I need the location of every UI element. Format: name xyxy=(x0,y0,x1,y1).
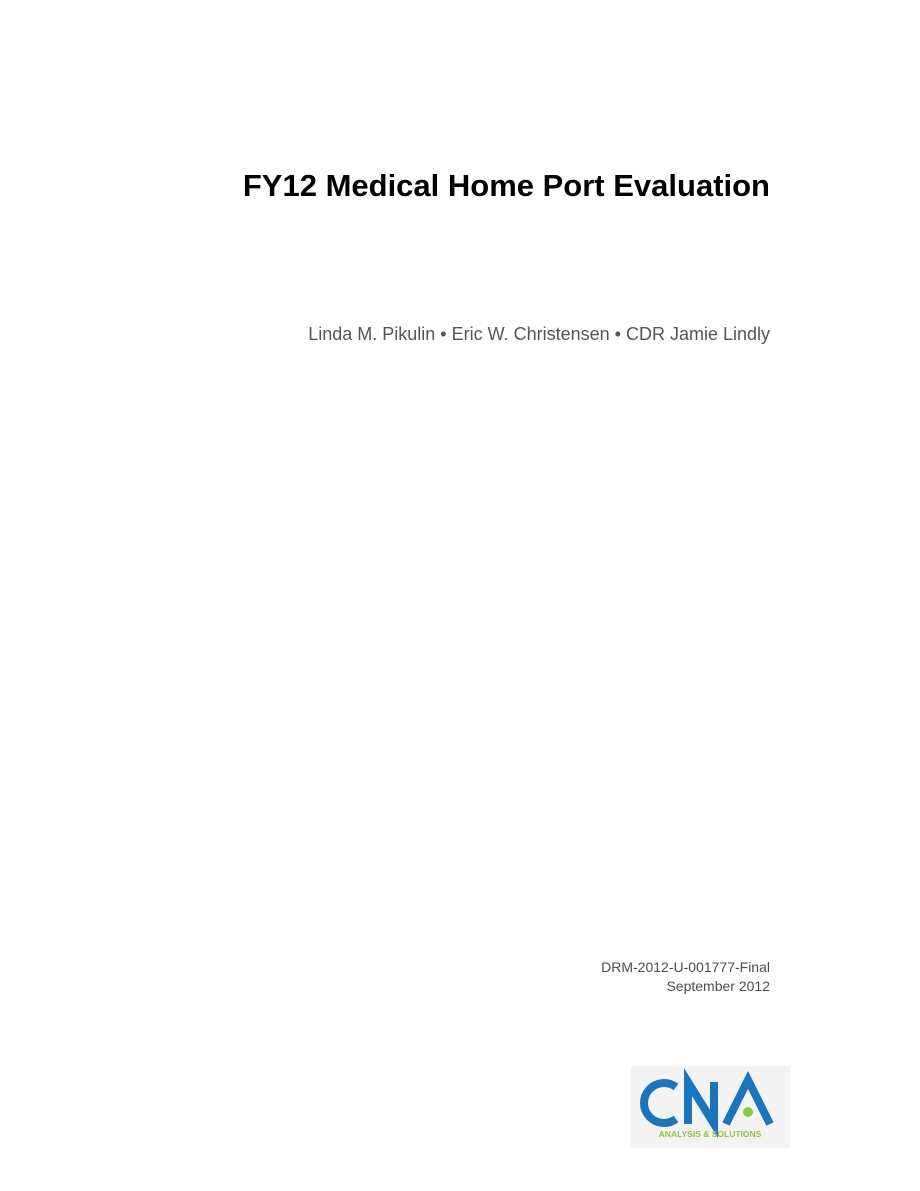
logo-tagline: ANALYSIS & SOLUTIONS xyxy=(658,1129,762,1139)
author-list: Linda M. Pikulin • Eric W. Christensen • CDR Jamie Lindly xyxy=(308,324,770,344)
logo-dot xyxy=(743,1107,753,1117)
cna-logo-graphic xyxy=(630,1066,790,1148)
document-info xyxy=(601,958,770,996)
cna-logo xyxy=(630,1066,790,1148)
report-number: DRM-2012-U-001777-Final xyxy=(601,959,770,975)
document-title: FY12 Medical Home Port Evaluation xyxy=(242,168,770,203)
publication-date: September 2012 xyxy=(666,978,770,994)
